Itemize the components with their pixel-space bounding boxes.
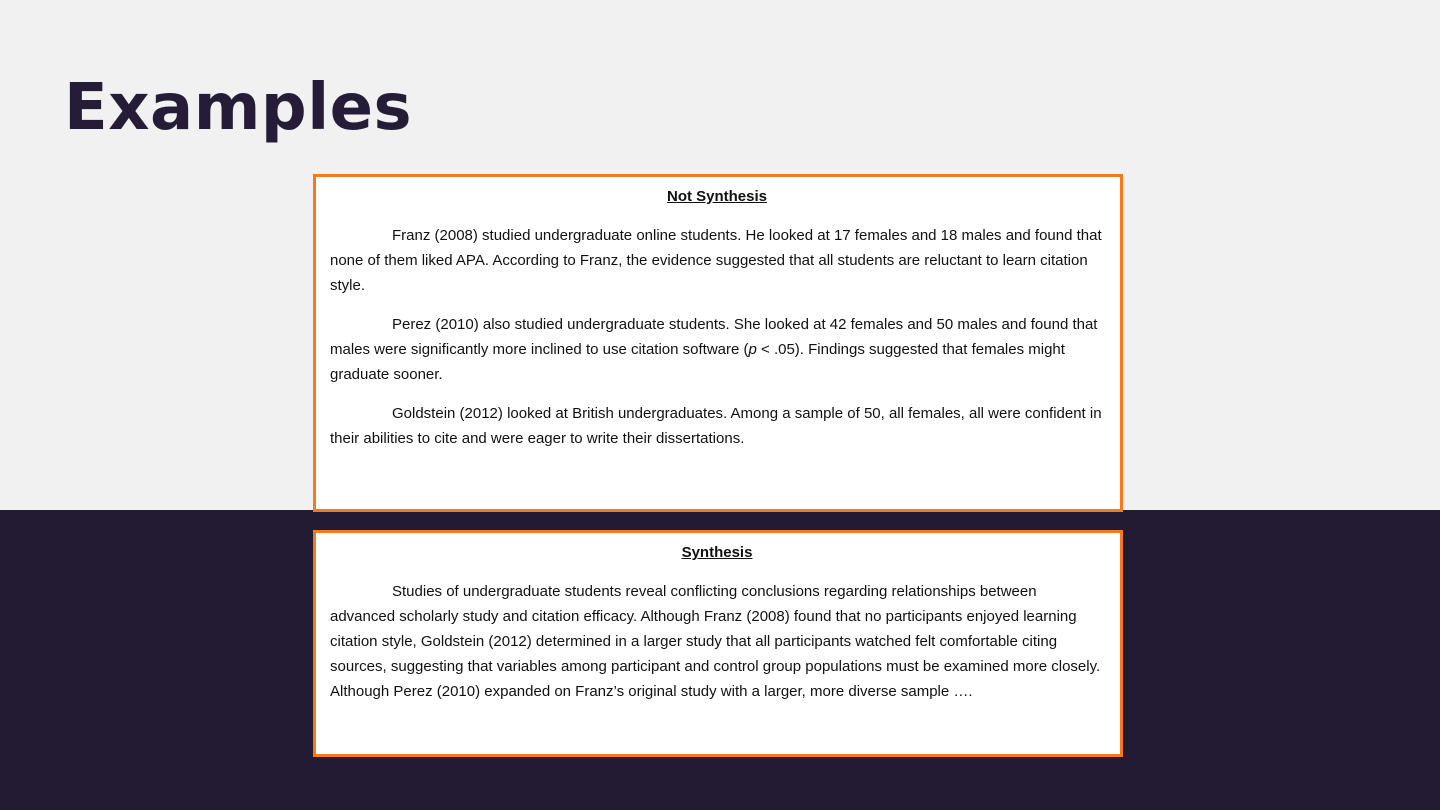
perez-text-after: < .05). Findings suggested that females might graduate sooner. [330, 341, 1065, 383]
not-synthesis-heading: Not Synthesis [666, 188, 768, 205]
slide-title: Examples [64, 71, 413, 145]
synthesis-paragraph: Studies of undergraduate students reveal conflicting conclusions regarding relationships between advanced scholarly study and citation efficacy. Although Franz (2008) found that no participants enjoyed learning citation style, Goldstein (2012) determined in a larger study that all participants watched felt comfortable citing sources, suggesting that variables among participant and control group populations must be examined more closely. Although Perez (2010) expanded on Franz’s original study with a larger, more diverse sample …. [330, 583, 1101, 700]
perez-paragraph [330, 312, 1104, 387]
synthesis-heading: Synthesis [681, 544, 753, 561]
goldstein-paragraph: Goldstein (2012) looked at British undergraduates. Among a sample of 50, all females, all were confident in their abilities to cite and were eager to write their dissertations. [330, 405, 1102, 447]
synthesis-box [313, 530, 1123, 757]
p-value-symbol: p [748, 341, 757, 358]
not-synthesis-box [313, 174, 1123, 512]
franz-paragraph: Franz (2008) studied undergraduate online students. He looked at 17 females and 18 males and found that none of them liked APA. According to Franz, the evidence suggested that all students are reluctant to learn citation style. [330, 227, 1102, 294]
perez-text-before: Perez (2010) also studied undergraduate students. She looked at 42 females and 50 males and found that males were significantly more inclined to use citation software ( [330, 316, 1098, 358]
